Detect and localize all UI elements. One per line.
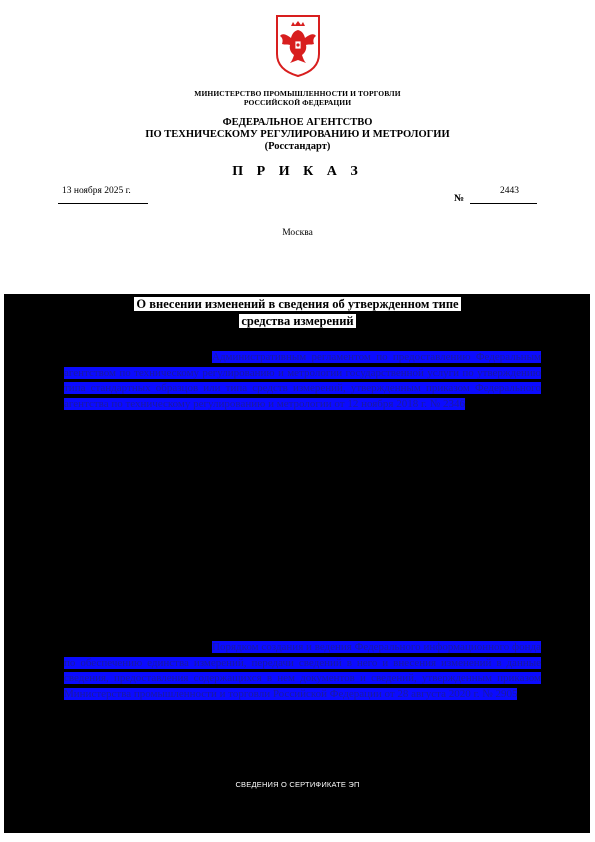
order-number: 2443: [500, 186, 519, 196]
agency-line-2: ПО ТЕХНИЧЕСКОМУ РЕГУЛИРОВАНИЮ И МЕТРОЛОГИИ: [145, 129, 450, 140]
agency-header: [0, 117, 595, 153]
number-label: №: [454, 193, 465, 204]
subject-line-2: средства измерений: [241, 314, 354, 328]
ministry-header: [0, 89, 595, 107]
subject-line-1: О внесении изменений в сведения об утвержденном типе: [136, 297, 459, 311]
agency-line-3: (Росстандарт): [264, 141, 331, 152]
agency-line-1: ФЕДЕРАЛЬНОЕ АГЕНТСТВО: [222, 117, 373, 128]
ministry-line-2: РОССИЙСКОЙ ФЕДЕРАЦИИ: [243, 98, 352, 107]
paragraph-2-text: Порядком создания и ведения Федерального информационного фонда по обеспечению единства измерений, передачи сведений в него и внесения изменений в данные сведения, предоставления содержащихся в нем документов и сведений, утвержденным приказом Министерства промышленности и торговли Российской Федерации от 28 августа 2020 г. № 2905: [64, 641, 541, 701]
body-paragraph-2: [64, 640, 541, 703]
coat-of-arms-icon: [274, 14, 322, 78]
city: Москва: [282, 228, 313, 238]
order-date: 13 ноября 2025 г.: [62, 186, 131, 196]
order-title: П Р И К А З: [232, 164, 363, 179]
paragraph-1-text: Административным регламентом по предоставлению Федеральным агентством по техническому регулированию и метрологии государственной услуги по утверждению типа стандартных образцов или типа средств измерений, утвержденным приказом Федерального агентства по техническому регулированию и метрологии от 12 ноября 2018 г. № 2346: [64, 351, 541, 411]
date-underline: [58, 203, 148, 204]
certificate-label: СВЕДЕНИЯ О СЕРТИФИКАТЕ ЭП: [235, 780, 360, 789]
body-paragraph-1: [64, 350, 541, 413]
number-underline: [470, 203, 537, 204]
ministry-line-1: МИНИСТЕРСТВО ПРОМЫШЛЕННОСТИ И ТОРГОВЛИ: [194, 89, 401, 98]
order-subject: [0, 296, 595, 330]
